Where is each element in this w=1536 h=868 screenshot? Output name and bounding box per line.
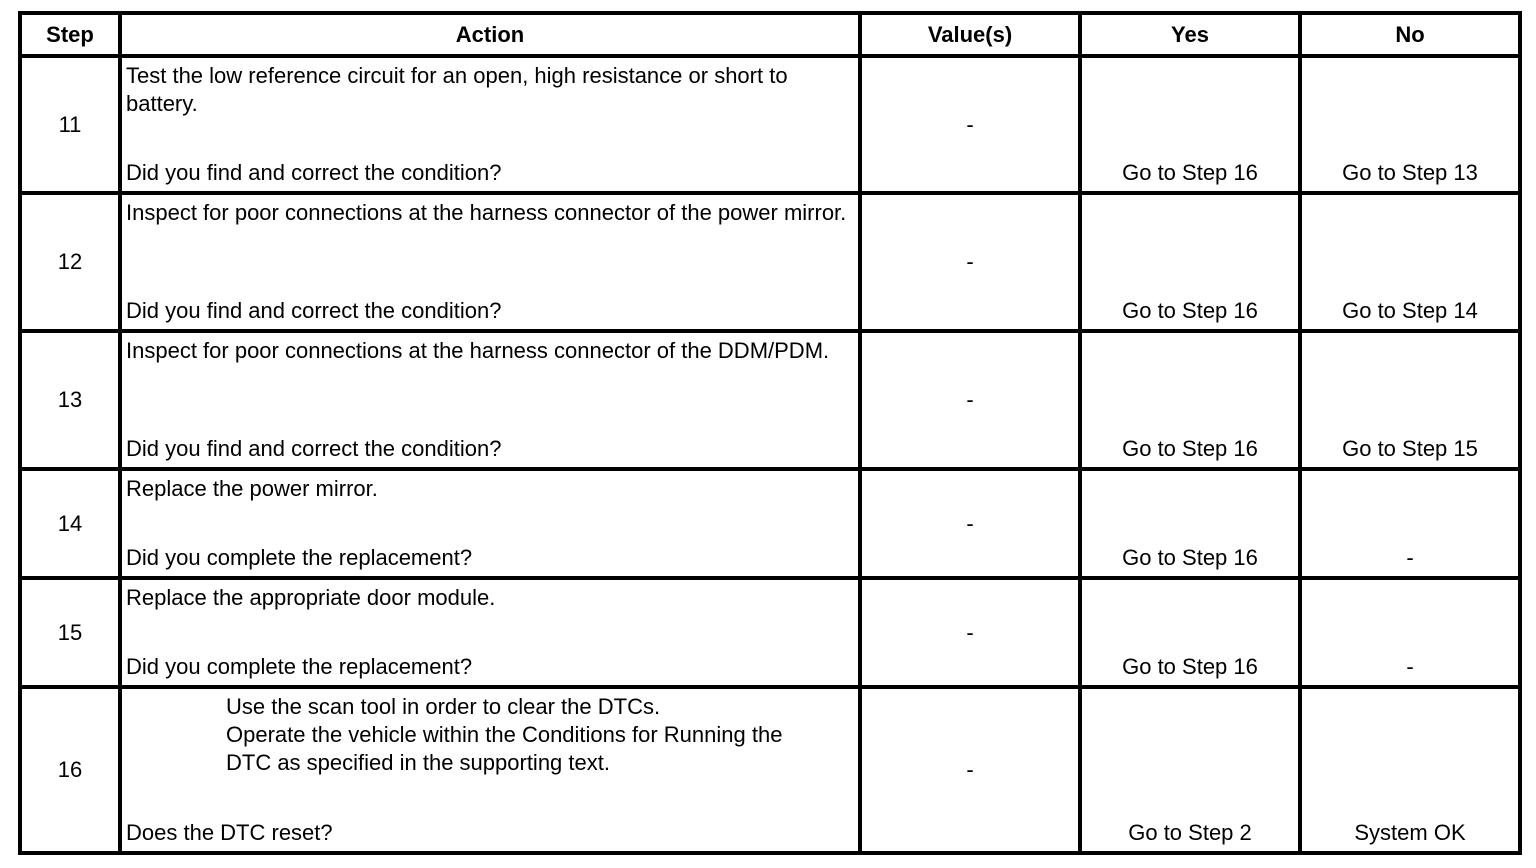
- yes-cell: Go to Step 16: [1080, 469, 1300, 578]
- action-question: Did you complete the replacement?: [126, 545, 473, 570]
- action-question: Did you find and correct the condition?: [126, 298, 502, 323]
- no-cell: Go to Step 14: [1300, 193, 1520, 331]
- action-text: Inspect for poor connections at the harness connector of the DDM/PDM.: [126, 338, 830, 363]
- step-number: 14: [20, 469, 120, 578]
- no-cell: -: [1300, 469, 1520, 578]
- value-cell: -: [860, 687, 1080, 853]
- action-cell: [120, 578, 860, 687]
- action-cell: [120, 687, 860, 853]
- action-question: Did you find and correct the condition?: [126, 160, 502, 185]
- table-row: [20, 687, 1520, 853]
- yes-cell: Go to Step 16: [1080, 578, 1300, 687]
- action-text: Use the scan tool in order to clear the DTCs.: [226, 694, 661, 719]
- no-cell: -: [1300, 578, 1520, 687]
- yes-cell: Go to Step 16: [1080, 331, 1300, 469]
- yes-cell: Go to Step 16: [1080, 56, 1300, 193]
- diagnostic-steps-table: [18, 11, 1522, 855]
- yes-cell: Go to Step 2: [1080, 687, 1300, 853]
- value-cell: -: [860, 193, 1080, 331]
- table-row: [20, 193, 1520, 331]
- step-number: 15: [20, 578, 120, 687]
- action-cell: [120, 56, 860, 193]
- action-text: Test the low reference circuit for an open, high resistance or short to battery.: [126, 63, 788, 116]
- action-cell: [120, 193, 860, 331]
- action-text: Replace the appropriate door module.: [126, 585, 496, 610]
- header-values: Value(s): [860, 13, 1080, 56]
- value-cell: -: [860, 331, 1080, 469]
- header-no: No: [1300, 13, 1520, 56]
- table-row: [20, 578, 1520, 687]
- action-text: Inspect for poor connections at the harness connector of the power mirror.: [126, 200, 847, 225]
- action-question: Does the DTC reset?: [126, 820, 333, 845]
- no-cell: Go to Step 13: [1300, 56, 1520, 193]
- action-cell: [120, 469, 860, 578]
- value-cell: -: [860, 578, 1080, 687]
- action-question: Did you find and correct the condition?: [126, 436, 502, 461]
- action-question: Did you complete the replacement?: [126, 654, 473, 679]
- value-cell: -: [860, 469, 1080, 578]
- step-number: 11: [20, 56, 120, 193]
- header-yes: Yes: [1080, 13, 1300, 56]
- yes-cell: Go to Step 16: [1080, 193, 1300, 331]
- table-row: [20, 331, 1520, 469]
- table-row: [20, 469, 1520, 578]
- step-number: 16: [20, 687, 120, 853]
- no-cell: Go to Step 15: [1300, 331, 1520, 469]
- action-text: Replace the power mirror.: [126, 476, 378, 501]
- header-step: Step: [20, 13, 120, 56]
- diagnostic-table-container: [18, 11, 1522, 855]
- step-number: 13: [20, 331, 120, 469]
- table-row: [20, 56, 1520, 193]
- header-row: [20, 13, 1520, 56]
- action-text: Operate the vehicle within the Conditions for Running the DTC as specified in the supporting text.: [226, 722, 783, 775]
- value-cell: -: [860, 56, 1080, 193]
- no-cell: System OK: [1300, 687, 1520, 853]
- header-action: Action: [120, 13, 860, 56]
- step-number: 12: [20, 193, 120, 331]
- action-cell: [120, 331, 860, 469]
